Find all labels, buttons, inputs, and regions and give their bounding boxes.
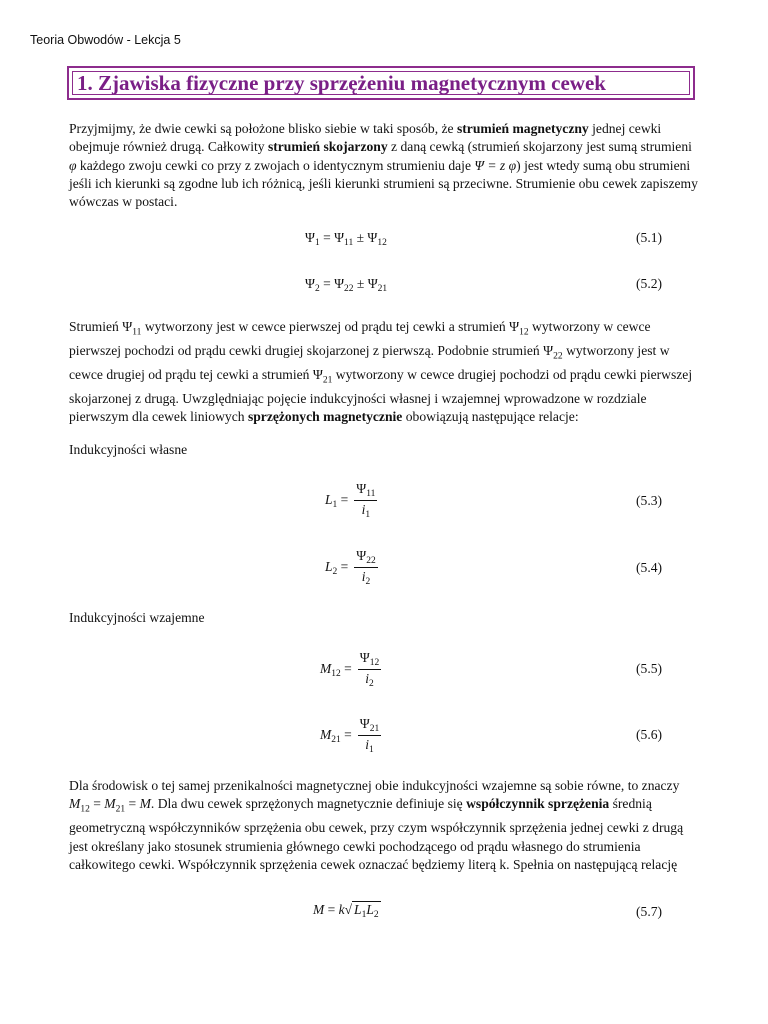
equation-number-5-5: (5.5)	[636, 661, 663, 676]
equation-5-1: $\Psi_1 = \Psi_{11} \pm \Psi_{12}$	[305, 230, 387, 248]
document-header: Teoria Obwodów - Lekcja 5	[30, 33, 181, 47]
term-magnetic-flux: strumień magnetyczny	[456, 121, 589, 136]
phi-symbol: φ	[69, 157, 77, 173]
equation-number-5-1: (5.1)	[636, 230, 663, 245]
term-magnetically-coupled: sprzężonych magnetycznie	[247, 409, 403, 425]
equation-5-3: $L_1$ = $\frac{\Psi_{11}}{i_1}$	[325, 481, 376, 520]
equation-5-6: $M_{21}$ = $\frac{\Psi_{21}}{i_1}$	[320, 716, 380, 755]
equation-5-4: $L_2$ = $\frac{\Psi_{22}}{i_2}$	[325, 548, 376, 587]
equation-number-5-2: (5.2)	[636, 276, 663, 291]
equation-number-5-6: (5.6)	[636, 727, 663, 742]
equation-number-5-3: (5.3)	[636, 493, 663, 508]
equation-number-5-4: (5.4)	[636, 560, 663, 575]
term-coupling-coefficient: współczynnik sprzężenia	[466, 796, 610, 812]
equation-5-7: M = k√ $L_1L_2$	[313, 902, 379, 920]
equation-5-5: $M_{12}$ = $\frac{\Psi_{12}}{i_2}$	[320, 650, 380, 689]
equation-number-5-7: (5.7)	[636, 904, 663, 919]
label-mutual-inductances: Indukcyjności wzajemne	[69, 610, 205, 625]
label-self-inductances: Indukcyjności własne	[69, 442, 188, 457]
paragraph-fluxes: Strumień $\Psi_{11}$ wytworzony jest w cewce pierwszej od prądu tej cewki a strumień $\Psi_{12}$ wytworzony w cewce pierwszej pochodzi od prądu cewki drugiej skojarzonej z pierwszą. Podobnie strumień $\Psi_{22}$ wytworzony jest w cewce drugiej od prądu tej cewki a strumień $\Psi_{21}$ wytworzony w cewce drugiej pochodzi od prądu cewki pierwszej skojarzonej z drugą. Uwzględniając pojęcie indukcyjności własnej i wzajemnej wprowadzone w rozdziale pierwszym dla cewek liniowych sprzężonych magnetycznie obowiązują następujące relacje:	[69, 319, 693, 425]
square-root-bar: $L_1L_2$	[354, 902, 379, 920]
section-title: 1. Zjawiska fizyczne przy sprzężeniu magnetycznym cewek	[72, 71, 690, 95]
term-linked-flux: strumień skojarzony	[267, 139, 388, 155]
section-title-box	[67, 66, 695, 100]
paragraph-coupling: Dla środowisk o tej samej przenikalności magnetycznej obie indukcyjności wzajemne są sobie równe, to znaczy $M_{12} = M_{21} = M$. Dla dwu cewek sprzężonych magnetycznie definiuje się współczynnik sprzężenia średnią geometryczną współczynników sprzężenia obu cewek, przy czym współczynnik sprzężenia jednej cewki z drugą jest określany jako stosunek strumienia głównego cewki pochodzącego od prądu własnego do strumienia całkowitego cewki. Współczynnik sprzężenia cewek oznaczać będziemy literą k. Spełnia on następującą relację	[69, 778, 684, 872]
psi-formula-inline: Ψ = z φ	[474, 157, 517, 173]
equation-5-2: $\Psi_2 = \Psi_{22} \pm \Psi_{21}$	[305, 276, 388, 294]
paragraph-intro: Przyjmijmy, że dwie cewki są położone blisko siebie w taki sposób, że strumień magnetyczny jednej cewki obejmuje również drugą. Całkowity strumień skojarzony z daną cewką (strumień skojarzony jest sumą strumieni φ każdego zwoju cewki co przy z zwojach o identycznym strumieniu daje Ψ = z φ) jest wtedy sumą obu strumieni jeśli ich kierunki są zgodne lub ich różnicą, jeśli kierunki strumieni są przeciwne. Strumienie obu cewek zapiszemy wówczas w postaci.	[69, 121, 698, 210]
